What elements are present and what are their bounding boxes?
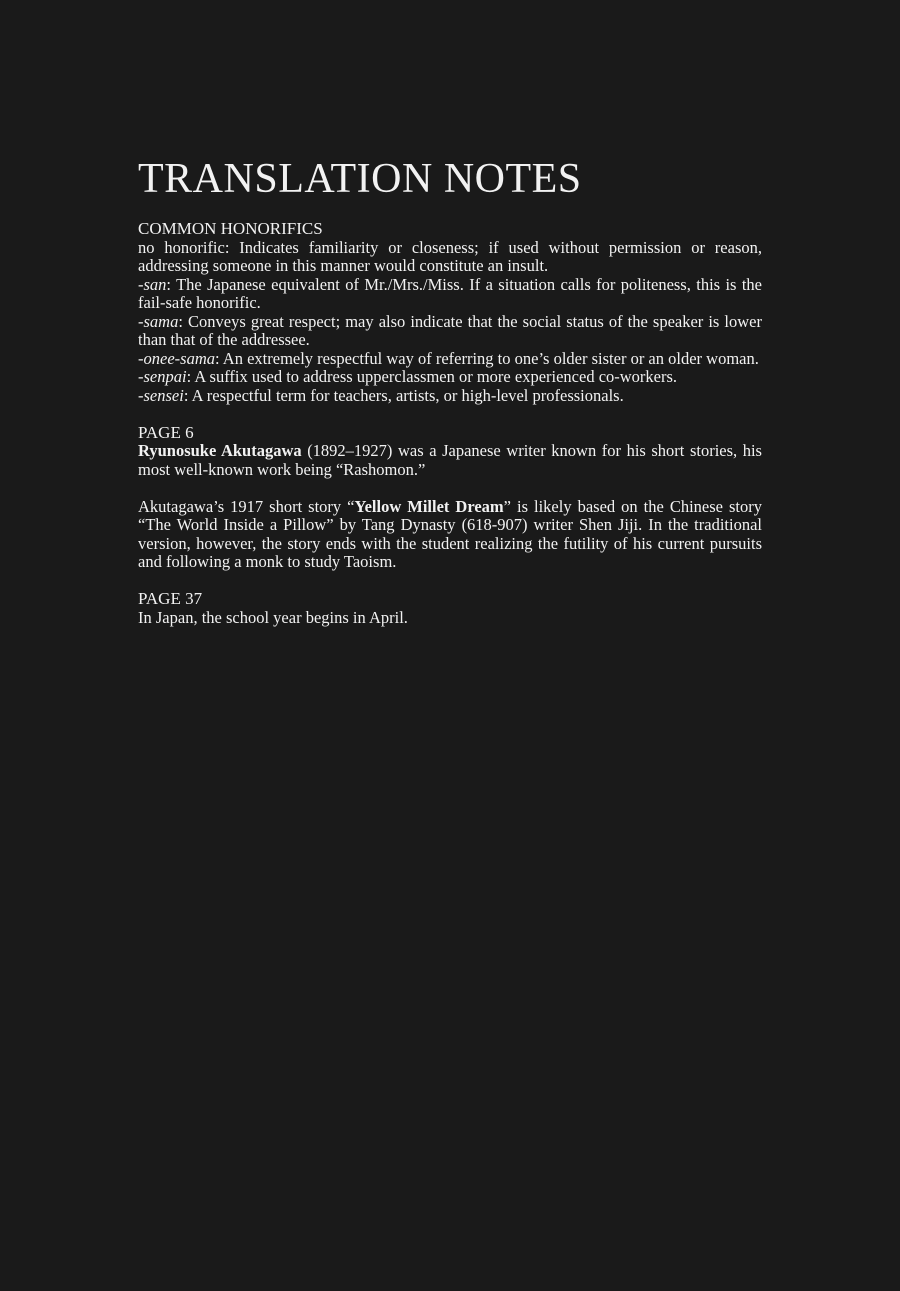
honorific-description: A respectful term for teachers, artists, or high-level professionals. — [191, 385, 624, 405]
section-spacer — [138, 405, 762, 424]
honorific-separator: : — [186, 367, 195, 386]
page37-note: In Japan, the school year begins in April. — [138, 607, 408, 627]
honorific-entry-sensei — [138, 387, 762, 406]
honorific-prefix: - — [138, 311, 144, 331]
note-text-after: ” is likely based on the Chinese story “The World Inside a Pillow” by Tang Dynasty (618-907) writer Shen Jiji. In the traditional version, however, the story ends with the student realizing the futility of his current pursuits and following a monk to study Taoism. — [138, 496, 763, 571]
honorific-separator: : — [183, 385, 192, 405]
honorific-description: Indicates familiarity or closeness; if used without permission or reason, addressing someone in this manner would constitute an insult. — [138, 237, 762, 275]
page6-note-akutagawa — [138, 442, 762, 479]
honorific-prefix: - — [138, 367, 144, 386]
honorific-term: no honorific — [138, 237, 225, 257]
honorific-description: The Japanese equivalent of Mr./Mrs./Miss. If a situation calls for politeness, this is the fail-safe honorific. — [138, 274, 762, 312]
honorific-entry-onee-sama — [138, 350, 762, 369]
note-text: (1892–1927) was a Japanese writer known for his short stories, his most well-known work being “Rashomon.” — [138, 441, 762, 479]
honorific-entry-none — [138, 239, 762, 276]
honorific-term: sama — [143, 311, 179, 331]
honorific-separator: : — [224, 237, 240, 257]
honorific-description: An extremely respectful way of referring to one’s older sister or an older woman. — [222, 348, 759, 368]
section-spacer — [138, 572, 762, 591]
honorific-entry-senpai — [138, 368, 762, 387]
honorific-prefix: - — [138, 385, 144, 405]
note-text-before: Akutagawa’s 1917 short story “ — [138, 496, 355, 516]
page37-heading: PAGE 37 — [138, 589, 203, 608]
honorific-term: sensei — [143, 385, 184, 405]
paragraph-spacer — [138, 479, 762, 498]
honorific-description: A suffix used to address upperclassmen or more experienced co-workers. — [194, 367, 678, 386]
page-title: TRANSLATION NOTES — [138, 156, 582, 202]
honorifics-section — [138, 220, 762, 405]
honorific-prefix: - — [138, 274, 144, 294]
page6-note-yellow-millet-dream — [138, 498, 762, 572]
note-bold-title: Yellow Millet Dream — [354, 496, 504, 516]
note-bold-name: Ryunosuke Akutagawa — [138, 441, 302, 460]
page6-heading: PAGE 6 — [138, 422, 194, 442]
honorific-separator: : — [214, 348, 223, 368]
honorific-entry-san — [138, 276, 762, 313]
page6-section — [138, 424, 762, 572]
honorific-separator: : — [166, 274, 177, 294]
honorific-term: onee-sama — [143, 348, 215, 368]
honorific-entry-sama — [138, 313, 762, 350]
honorific-separator: : — [178, 311, 188, 331]
honorifics-heading: COMMON HONORIFICS — [138, 219, 323, 238]
page37-section — [138, 590, 762, 627]
honorific-term: san — [143, 274, 167, 294]
honorific-description: Conveys great respect; may also indicate that the social status of the speaker is lower than that of the addressee. — [138, 311, 762, 349]
translation-notes-page — [138, 152, 762, 627]
honorific-term: senpai — [143, 367, 187, 386]
honorific-prefix: - — [138, 348, 144, 368]
